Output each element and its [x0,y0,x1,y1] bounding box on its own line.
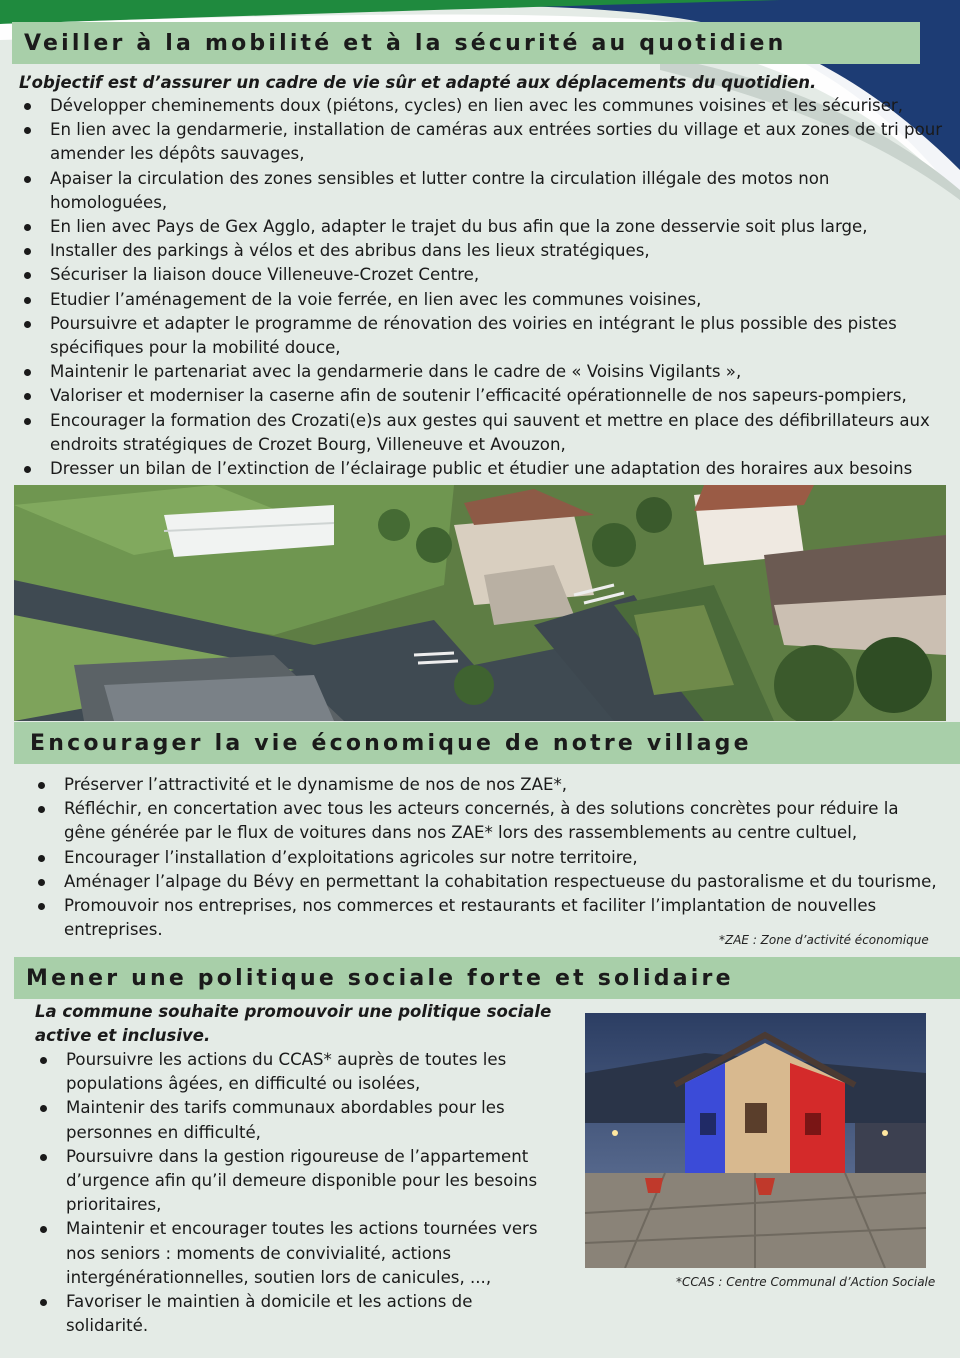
mobility-intro: L’objectif est d’assurer un cadre de vie sûr et adapté aux déplacements du quotidien. [19,73,817,92]
social-list-item: Maintenir des tarifs communaux abordables pour les personnes en difficulté, [31,1096,551,1144]
economy-list [29,773,939,942]
social-title: Mener une politique sociale forte et solidaire [26,965,734,991]
economy-list-item: Aménager l’alpage du Bévy en permettant la cohabitation respectueuse du pastoralisme et du tourisme, [29,870,939,894]
social-list-item: Favoriser le maintien à domicile et les actions de solidarité. [31,1290,551,1338]
mobility-list-item: Poursuivre et adapter le programme de rénovation des voiries en intégrant le plus possible des pistes spécifiques pour la mobilité douce, [15,312,945,360]
mobility-section-header [12,22,920,64]
mobility-title: Veiller à la mobilité et à la sécurité au quotidien [24,30,787,56]
aerial-village-photo [14,485,946,721]
mobility-list-item: Dresser un bilan de l’extinction de l’éclairage public et étudier une adaptation des horaires aux besoins [15,457,945,505]
mobility-list-item: Apaiser la circulation des zones sensibles et lutter contre la circulation illégale des motos non homologuées, [15,167,945,215]
mobility-list-item: En lien avec la gendarmerie, installation de caméras aux entrées sorties du village et aux zones de tri pour amender les dépôts sauvages, [15,118,945,166]
social-list [31,1048,551,1338]
economy-section-header [14,722,960,764]
social-intro: La commune souhaite promouvoir une politique sociale active et inclusive. [35,1002,552,1045]
mobility-list-item: Sécuriser la liaison douce Villeneuve-Crozet Centre, [15,263,945,287]
economy-title: Encourager la vie économique de notre village [30,730,752,756]
mobility-list-item: En lien avec Pays de Gex Agglo, adapter le trajet du bus afin que la zone desservie soit plus large, [15,215,945,239]
economy-list-item: Encourager l’installation d’exploitations agricoles sur notre territoire, [29,846,939,870]
economy-list-item: Promouvoir nos entreprises, nos commerces et restaurants et faciliter l’implantation de nouvelles entreprises. [29,894,939,942]
ccas-footnote: *CCAS : Centre Communal d’Action Sociale [676,1275,936,1289]
town-hall-night-photo [585,1013,926,1268]
mobility-list-item: Valoriser et moderniser la caserne afin de soutenir l’efficacité opérationnelle de nos sapeurs-pompiers, [15,384,945,408]
zae-footnote: *ZAE : Zone d’activité économique [719,933,929,947]
mobility-list-item: Maintenir le partenariat avec la gendarmerie dans le cadre de « Voisins Vigilants », [15,360,945,384]
economy-list-item: Préserver l’attractivité et le dynamisme de nos de nos ZAE*, [29,773,939,797]
mobility-list-item: Etudier l’aménagement de la voie ferrée, en lien avec les communes voisines, [15,288,945,312]
social-list-item: Poursuivre dans la gestion rigoureuse de l’appartement d’urgence afin qu’il demeure disponible pour les besoins prioritaires, [31,1145,551,1218]
mobility-list-item: Installer des parkings à vélos et des abribus dans les lieux stratégiques, [15,239,945,263]
mobility-list-item: Encourager la formation des Crozati(e)s aux gestes qui sauvent et mettre en place des défibrillateurs aux endroits stratégiques de Crozet Bourg, Villeneuve et Avouzon, [15,409,945,457]
mobility-list-item: Développer cheminements doux (piétons, cycles) en lien avec les communes voisines et les sécuriser, [15,94,945,118]
economy-list-item: Réfléchir, en concertation avec tous les acteurs concernés, à des solutions concrètes pour réduire la gêne générée par le flux de voitures dans nos ZAE* lors des rassemblements au centre cultuel, [29,797,939,845]
social-section-header [14,957,960,999]
mobility-list [15,94,945,505]
social-list-item: Maintenir et encourager toutes les actions tournées vers nos seniors : moments de convivialité, actions intergénérationnelles, soutien lors de canicules, ..., [31,1217,551,1290]
social-list-item: Poursuivre les actions du CCAS* auprès de toutes les populations âgées, en difficulté ou isolées, [31,1048,551,1096]
